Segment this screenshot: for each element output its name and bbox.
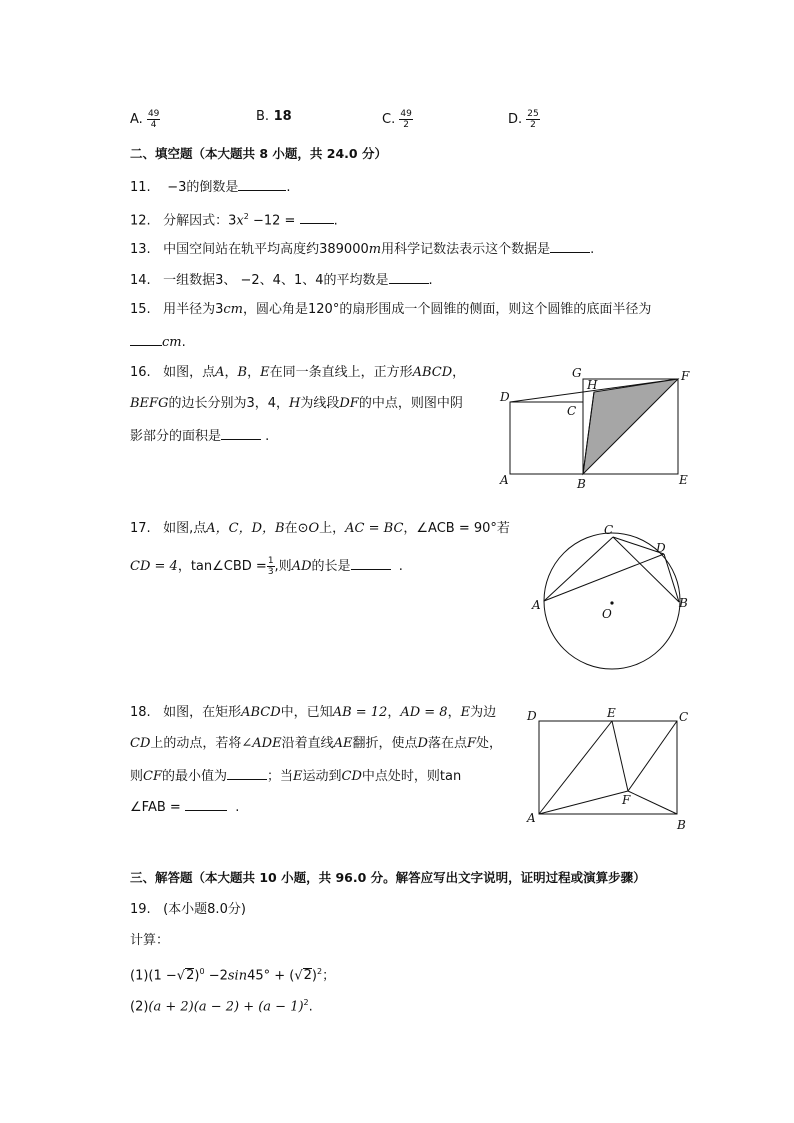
label-D: D <box>500 390 510 404</box>
label-B: B <box>577 477 586 489</box>
q17-figure <box>528 520 698 675</box>
question-16-line-1: 16. 如图，点A，B，E在同一条直线上，正方形ABCD， <box>130 365 466 380</box>
question-12: 12. 分解因式：$3x^2 -12$ = . <box>130 212 338 229</box>
question-16-line-2: BEFG的边长分别为3，4，H为线段DF的中点，则图中阴 <box>130 396 463 411</box>
label-H: H <box>587 378 598 392</box>
question-16-line-3: 影部分的面积是 . <box>130 429 270 444</box>
question-19-instruction: 计算： <box>130 933 170 948</box>
label-B: B <box>679 596 688 610</box>
question-14: 14. 一组数据3、 −2、4、1、4的平均数是 . <box>130 273 433 288</box>
label-C: C <box>679 710 689 724</box>
question-19-part-1: $(1)(1 -√2)^0 -2\sin 45^\circ + (√2)^2$； <box>130 967 336 984</box>
label-E: E <box>679 473 688 487</box>
option-b: B. 18 <box>256 109 292 124</box>
question-15-line-1: 15. 用半径为3cm，圆心角是120°的扇形围成一个圆锥的侧面，则这个圆锥的底面半径为 <box>130 302 652 317</box>
q16-figure <box>498 364 698 489</box>
question-18-line-3: 则CF的最小值为 ；当E运动到CD中点处时，则tan <box>130 769 462 784</box>
question-13: 13. 中国空间站在轨平均高度约389000m用科学记数法表示这个数据是 . <box>130 242 595 257</box>
label-C: C <box>567 404 577 418</box>
option-c-fraction: $\frac{49}{2}$ <box>400 109 412 130</box>
q17-fraction: $\frac{1}{3}$ <box>267 556 274 577</box>
label-E: E <box>607 706 616 720</box>
option-c: C. $\frac{49}{2}$ <box>382 109 412 130</box>
label-A: A <box>527 811 536 825</box>
label-D: D <box>656 541 666 555</box>
option-d-fraction: $\frac{25}{2}$ <box>527 109 539 130</box>
option-d: D. $\frac{25}{2}$ <box>508 109 539 130</box>
label-B: B <box>677 818 686 832</box>
question-15-line-2: cm. <box>130 333 186 351</box>
option-a-fraction: $\frac{49}{4}$ <box>147 109 160 130</box>
label-F: F <box>681 369 690 383</box>
label-G: G <box>572 366 582 380</box>
label-A: A <box>532 598 541 612</box>
section-2-title: 二、填空题（本大题共 8 小题，共 24.0 分） <box>130 146 387 161</box>
q18-figure <box>522 705 697 835</box>
option-a: A. $\frac{49}{4}$ <box>130 109 160 130</box>
question-17-line-1: 17. 如图,点A，C，D，B在⊙O上，AC = BC，∠ACB = 90°若 <box>130 521 510 536</box>
label-F: F <box>622 793 631 807</box>
section-3-title: 三、解答题（本大题共 10 小题，共 96.0 分。解答应写出文字说明，证明过程或演算步骤） <box>130 870 646 885</box>
label-O: O <box>602 607 612 621</box>
question-17-line-2: CD = 4，tan∠CBD = $\frac{1}{3}$ ,则AD的长是 . <box>130 556 403 577</box>
question-18-line-2: CD上的动点，若将∠ADE沿着直线AE翻折，使点D落在点F处， <box>130 736 503 751</box>
label-D: D <box>527 709 537 723</box>
label-A: A <box>500 473 509 487</box>
question-11: 11. −3的倒数是 . <box>130 180 291 195</box>
question-18-line-4: ∠FAB = . <box>130 800 240 815</box>
label-C: C <box>604 523 614 537</box>
question-18-line-1: 18. 如图，在矩形ABCD中，已知AB = 12，AD = 8，E为边 <box>130 705 497 720</box>
question-19-header: 19. (本小题8.0分) <box>130 902 246 917</box>
question-19-part-2: $(2)(a + 2)(a - 2) + (a - 1)^2$. <box>130 998 313 1015</box>
